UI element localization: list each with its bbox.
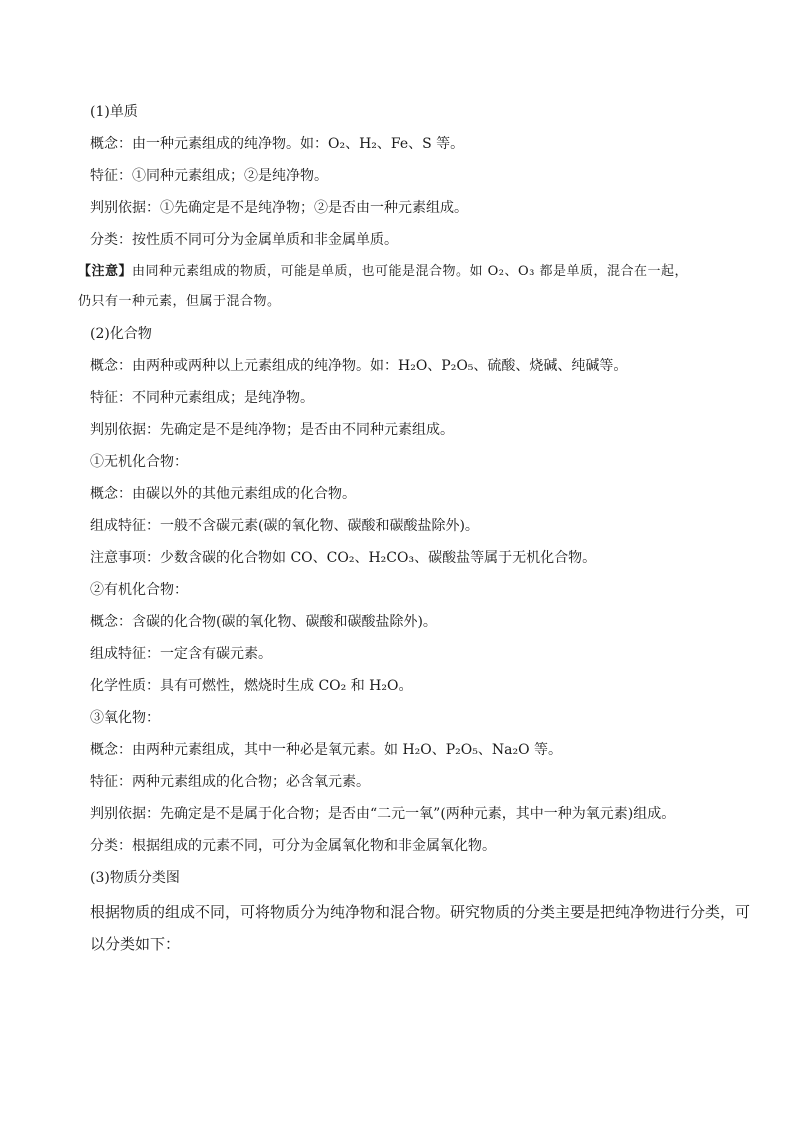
inorganic-note: 注意事项：少数含碳的化合物如 CO、CO₂、H₂CO₃、碳酸盐等属于无机化合物。: [90, 550, 597, 566]
subheading-organic: ②有机化合物：: [90, 582, 188, 598]
classification-paragraph-line1: 根据物质的组成不同，可将物质分为纯净物和混合物。研究物质的分类主要是把纯净物进行分类，可: [90, 903, 751, 921]
section-heading-classification-chart: (3)物质分类图: [90, 870, 180, 886]
oxide-classify: 分类：根据组成的元素不同，可分为金属氧化物和非金属氧化物。: [90, 838, 496, 854]
simple-judge: 判别依据：①先确定是不是纯净物；②是否由一种元素组成。: [90, 200, 468, 216]
note-text: 由同种元素组成的物质，可能是单质，也可能是混合物。如 O₂、O₃ 都是单质，混合在一起，: [132, 264, 689, 279]
inorganic-concept: 概念：由碳以外的其他元素组成的化合物。: [90, 486, 356, 502]
inorganic-feature: 组成特征：一般不含碳元素(碳的氧化物、碳酸和碳酸盐除外)。: [90, 518, 479, 534]
oxide-feature: 特征：两种元素组成的化合物；必含氧元素。: [90, 774, 370, 790]
classification-paragraph-line2: 以分类如下：: [90, 935, 181, 953]
organic-feature: 组成特征：一定含有碳元素。: [90, 646, 272, 662]
note-paragraph: [78, 262, 742, 282]
note-label: 【注意】: [78, 264, 133, 279]
note-paragraph-continued: 仍只有一种元素，但属于混合物。: [78, 294, 281, 309]
compound-feature: 特征：不同种元素组成；是纯净物。: [90, 390, 314, 406]
oxide-concept: 概念：由两种元素组成，其中一种必是氧元素。如 H₂O、P₂O₅、Na₂O 等。: [90, 742, 563, 758]
section-heading-compound: (2)化合物: [90, 326, 152, 342]
organic-property: 化学性质：具有可燃性，燃烧时生成 CO₂ 和 H₂O。: [90, 678, 413, 694]
subheading-oxide: ③氧化物：: [90, 710, 160, 726]
simple-classify: 分类：按性质不同可分为金属单质和非金属单质。: [90, 232, 398, 248]
section-heading-simple-substance: (1)单质: [90, 104, 138, 120]
subheading-inorganic: ①无机化合物：: [90, 454, 188, 470]
simple-concept: 概念：由一种元素组成的纯净物。如：O₂、H₂、Fe、S 等。: [90, 136, 465, 152]
oxide-judge: 判别依据：先确定是不是属于化合物；是否由“二元一氧”(两种元素，其中一种为氧元素)组成。: [90, 806, 676, 822]
simple-feature: 特征：①同种元素组成；②是纯净物。: [90, 168, 328, 184]
compound-judge: 判别依据：先确定是不是纯净物；是否由不同种元素组成。: [90, 422, 454, 438]
compound-concept: 概念：由两种或两种以上元素组成的纯净物。如：H₂O、P₂O₅、硫酸、烧碱、纯碱等。: [90, 358, 628, 374]
organic-concept: 概念：含碳的化合物(碳的氧化物、碳酸和碳酸盐除外)。: [90, 614, 437, 630]
